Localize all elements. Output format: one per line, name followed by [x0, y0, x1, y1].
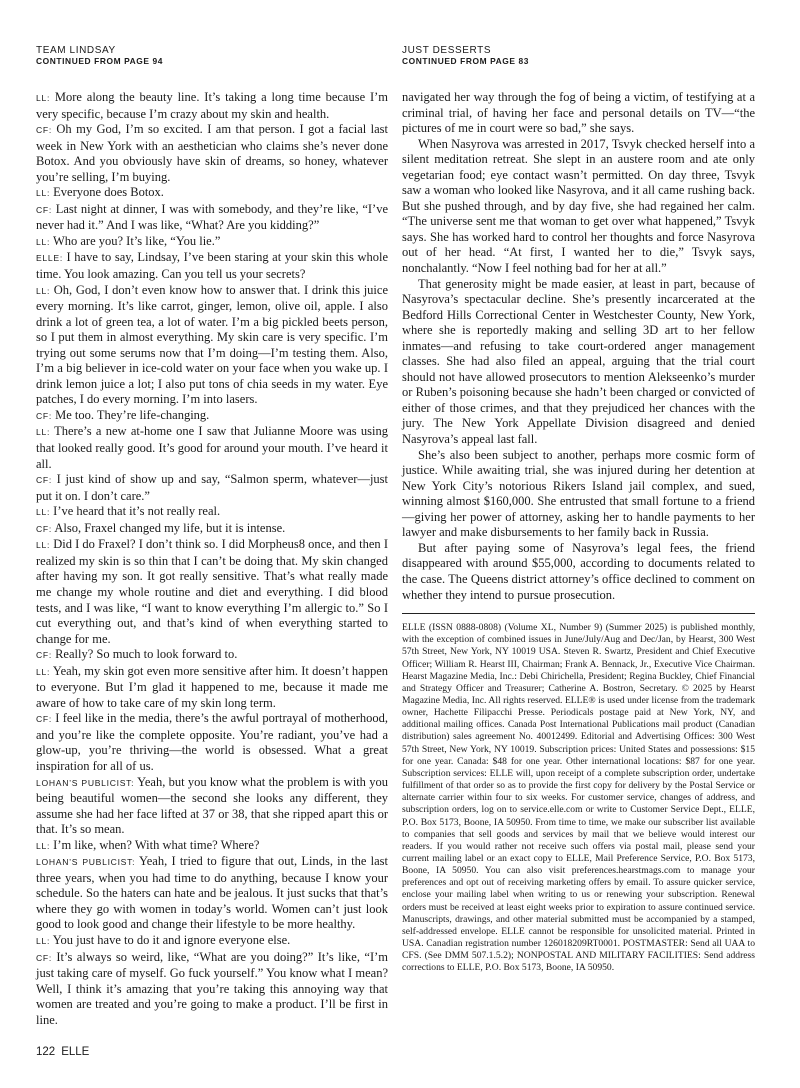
exchange-text: There’s a new at-home one I saw that Julianne Moore was using that looked really good. It’s good for around your mouth. I’ve heard it all. — [36, 424, 388, 471]
speaker-label: ELLE: — [36, 253, 63, 264]
speaker-label: CF: — [36, 650, 52, 661]
interview-exchange — [36, 647, 388, 664]
exchange-text: Everyone does Botox. — [53, 185, 164, 200]
exchange-text: Really? So much to look forward to. — [55, 647, 238, 662]
speaker-label: LL: — [36, 93, 51, 103]
article-paragraph: But after paying some of Nasyrova’s legal fees, the friend disappeared with around $55,000, according to documents related to the case. The Queens district attorney’s office declined to comment on whether they intend to pursue prosecution. — [402, 540, 755, 602]
exchange-text: It’s always so weird, like, “What are you doing?” It’s like, “I’m just taking care of myself. Go fuck yourself.” You know what I mean? Well, I think it’s amazing that you’re taking this annoying way that women are treated and you’re going to make a product. I’ll be first in line. — [36, 949, 389, 1027]
speaker-label: CF: — [36, 714, 52, 725]
exchange-text: Me too. They’re life-changing. — [55, 407, 210, 422]
section-kicker: JUST DESSERTS — [402, 45, 492, 56]
exchange-text: Last night at dinner, I was with somebody, and they’re like, “I’ve never had it.” And I was like, “What? Are you kidding?” — [36, 201, 388, 233]
speaker-label: LL: — [36, 427, 51, 438]
exchange-text: I have to say, Lindsay, I’ve been staring at your skin this whole time. You look amazing. Can you tell us your secrets? — [36, 250, 388, 282]
speaker-label: CF: — [36, 410, 52, 421]
magazine-name: ELLE — [61, 1046, 90, 1058]
interview-exchange — [36, 202, 388, 234]
exchange-text: I just kind of show up and say, “Salmon sperm, whatever—just put it on. I don’t care.” — [36, 472, 389, 503]
interview-exchange — [36, 424, 388, 472]
exchange-text: Who are you? It’s like, “You lie.” — [52, 233, 221, 248]
continued-line: CONTINUED FROM PAGE 83 — [402, 56, 530, 66]
speaker-label: LL: — [36, 935, 51, 946]
interview-exchange — [36, 854, 388, 933]
interview-exchange — [36, 234, 388, 251]
speaker-label: LL: — [36, 666, 51, 677]
speaker-label: CF: — [36, 952, 52, 963]
exchange-text: You just have to do it and ignore everyone else. — [52, 932, 291, 947]
article-paragraph: When Nasyrova was arrested in 2017, Tsvyk checked herself into a silent meditation retreat. She slept in an austere room and ate only vegetarian food; eye contact wasn’t permitted. On day three, Tsvyk saw a woman who looked like Nasyrova, and it all came rushing back. But she pushed through, and by day five, she had regained her calm. “The universe sent me that woman to get over what happened,” Tsvyk says. She has worked hard to control her thoughts and force Nasyrova out of her head. “At first, I wanted her to die,” Tsvyk says, nonchalantly. “Now I feel nothing bad for her at all.” — [402, 136, 755, 276]
speaker-label: LOHAN’S PUBLICIST: — [36, 857, 136, 868]
left-column — [36, 46, 388, 1028]
speaker-label: LL: — [36, 540, 51, 551]
interview-exchange — [36, 711, 388, 774]
exchange-text: Oh, God, I don’t even know how to answer that. I drink this juice every morning. It’s like carrot, ginger, lemon, olive oil, apple. I also drink a lot of green tea, a lot of water. I’m a big pickled beets person, so I put them in almost everything. My skin care is very specific. I’m trying out some serums now that I’m doing—I’m testing them. Also, I’m a big believer in ice-cold water on your face when you wake up. I drink lemon juice a lot; I also put tons of chia seeds in my water. Eye patches, I do every morning. I’m into lasers. — [36, 282, 389, 407]
exchange-text: More along the beauty line. It’s taking a long time because I’m very specific, because I’m crazy about my skin and health. — [36, 90, 388, 121]
exchange-text: Also, Fraxel changed my life, but it is intense. — [54, 520, 286, 535]
article-body — [402, 90, 755, 603]
interview-exchange — [36, 933, 388, 950]
interview-exchange — [36, 775, 388, 838]
interview-exchange — [36, 537, 388, 647]
article-paragraph: That generosity might be made easier, at least in part, because of Nasyrova’s spectacular decline. She’s presently incarcerated at the Bedford Hills Correctional Center in Westchester County, New York, where she is reportedly making and selling 3D art to her fellow inmates—and refusing to take court-ordered anger management classes. She had also filed an appeal, arguing that the trial court should not have allowed prosecutors to mention Alekseenko’s murder or Ruben’s poisoning because she hadn’t been charged or convicted of either of those crimes, and that they prejudiced her chances with the jury. The New York Appellate Division disagreed and denied Nasyrova’s appeal last fall. — [402, 276, 755, 447]
exchange-text: I’ve heard that it’s not really real. — [53, 504, 221, 519]
section-kicker: TEAM LINDSAY — [36, 45, 116, 56]
right-column — [402, 46, 755, 975]
interview-exchange — [36, 664, 388, 712]
interview-exchange — [36, 504, 388, 521]
interview-exchange — [36, 90, 388, 122]
article-paragraph: navigated her way through the fog of being a victim, of testifying at a criminal trial, of having her face and personal details on TV—“the pictures of me in court were so bad,” she says. — [402, 90, 755, 136]
exchange-text: Yeah, my skin got even more sensitive after him. It doesn’t happen to everyone. But I’m glad it happened to me, because it made me aware of how to take care of my skin long term. — [36, 663, 388, 710]
interview-exchange — [36, 122, 388, 185]
exchange-text: I’m like, when? With what time? Where? — [53, 837, 260, 852]
interview-exchange — [36, 950, 388, 1029]
speaker-label: LL: — [36, 840, 51, 851]
speaker-label: LOHAN’S PUBLICIST: — [36, 777, 135, 788]
interview-exchange — [36, 521, 388, 538]
exchange-text: Oh my God, I’m so excited. I am that person. I got a facial last week in New York with an aesthetician who claims she’s never done Botox. And you obviously have skin of dreams, so honey, whatever you’re selling, I’m buying. — [36, 122, 389, 184]
interview-exchange — [36, 185, 388, 202]
exchange-text: Did I do Fraxel? I don’t think so. I did Morpheus8 once, and then I realized my skin is so thin that I can’t be doing that. My skin changed after having my son. It got really sensitive. That’s what really made me change my whole routine and diet and everything. I did blood tests, and I was like, “I want to know everything I’m allergic to.” So I cut everything out, and that’s kind of when everything started to change for me. — [36, 537, 388, 646]
speaker-label: LL: — [36, 236, 51, 247]
speaker-label: LL: — [36, 507, 51, 518]
speaker-label: LL: — [36, 285, 51, 296]
speaker-label: CF: — [36, 523, 52, 534]
speaker-label: CF: — [36, 204, 52, 215]
interview-exchange — [36, 250, 388, 282]
exchange-text: Yeah, but you know what the problem is with you being beautiful women—the second she looks any different, they assume she had her face lifted at 37 or 38, that she ripped apart this or that. It’s so mean. — [36, 774, 388, 837]
interview-exchange — [36, 838, 388, 855]
continued-line: CONTINUED FROM PAGE 94 — [36, 56, 164, 66]
article-paragraph: She’s also been subject to another, perhaps more cosmic form of justice. While awaiting trial, she was injured during her detention at New York City’s notorious Rikers Island jail complex, and sued, winning almost $160,000. She entrusted that small fortune to a friend—giving her power of attorney, asking her to handle payments to her lawyer and make disbursements to her family back in Russia. — [402, 447, 755, 540]
exchange-text: I feel like in the media, there’s the awful portrayal of motherhood, and you’re like the complete opposite. You’re radiant, you’ve had a glow-up, you’re thriving—the world is obsessed. What a great inspiration for all of us. — [36, 711, 388, 773]
interview-body — [36, 90, 388, 1028]
masthead-statement: ELLE (ISSN 0888-0808) (Volume XL, Number 9) (Summer 2025) is published monthly, with the exception of combined issues in June/July/Aug and Dec/Jan, by Hearst, 300 West 57th Street, New York, NY 10019 USA. Steven R. Swartz, President and Chief Executive Officer; William R. Hearst III, Chairman; Frank A. Bennack, Jr., Executive Vice Chairman. Hearst Magazine Media, Inc.: Debi Chirichella, President; Regina Buckley, Chief Financial and Strategy Officer and Treasurer; Catherine A. Bostron, Secretary. © 2025 by Hearst Magazine Media, Inc. All rights reserved. ELLE® is used under license from the trademark owner, Hachette Filipacchi Presse. Periodicals postage paid at New York, NY, and additional mailing offices. Canada Post International Publications mail product (Canadian distribution) sales agreement No. 40012499. Editorial and Advertising Offices: 300 West 57th Street, New York, NY 10019. Subscription prices: United States and possessions: $15 for one year. Canada: $48 for one year. Other international locations: $87 for one year. Subscription services: ELLE will, upon receipt of a complete subscription order, undertake fulfillment of that order so as to provide the first copy for delivery by the Postal Service or alternate carrier within four to six weeks. For customer service, changes of address, and subscription orders, log on to service.elle.com or write to Customer Service Dept., ELLE, P.O. Box 5173, Boone, IA 50950. From time to time, we make our subscriber list available to companies that sell goods and services by mail that we believe would interest our readers. If you would rather not receive such offers via postal mail, please send your current mailing label or an exact copy to ELLE, Mail Preference Service, P.O. Box 5173, Boone, IA 50950. You can also visit preferences.hearstmags.com to manage your preferences and opt out of receiving marketing offers by email. To assure quicker service, enclose your mailing label when writing to us or renewing your subscription. Renewal orders must be received at least eight weeks prior to expiration to assure continued service. Manuscripts, drawings, and other material submitted must be accompanied by a stamped, self-addressed envelope. ELLE cannot be responsible for unsolicited material. Printed in USA. Canadian registration number 126018209RT0001. POSTMASTER: Send all UAA to CFS. (See DMM 507.1.5.2); NONPOSTAL AND MILITARY FACILITIES: Send address corrections to ELLE, P.O. Box 5173, Boone, IA 50950. — [402, 613, 755, 975]
interview-exchange — [36, 472, 388, 504]
page-number: 122 — [36, 1046, 56, 1058]
interview-exchange — [36, 283, 388, 408]
speaker-label: CF: — [36, 475, 52, 486]
exchange-text: Yeah, I tried to figure that out, Linds, in the last three years, when you had time to do anything, because I know your schedule. So the haters can hate and be jealous. It just sucks that that’s where they go with women in today’s world. Women can’t just look good to look good and change their lifestyle to be more healthy. — [36, 854, 388, 932]
speaker-label: CF: — [36, 125, 52, 136]
speaker-label: LL: — [36, 188, 51, 199]
interview-exchange — [36, 408, 388, 425]
page-footer — [36, 1046, 95, 1058]
